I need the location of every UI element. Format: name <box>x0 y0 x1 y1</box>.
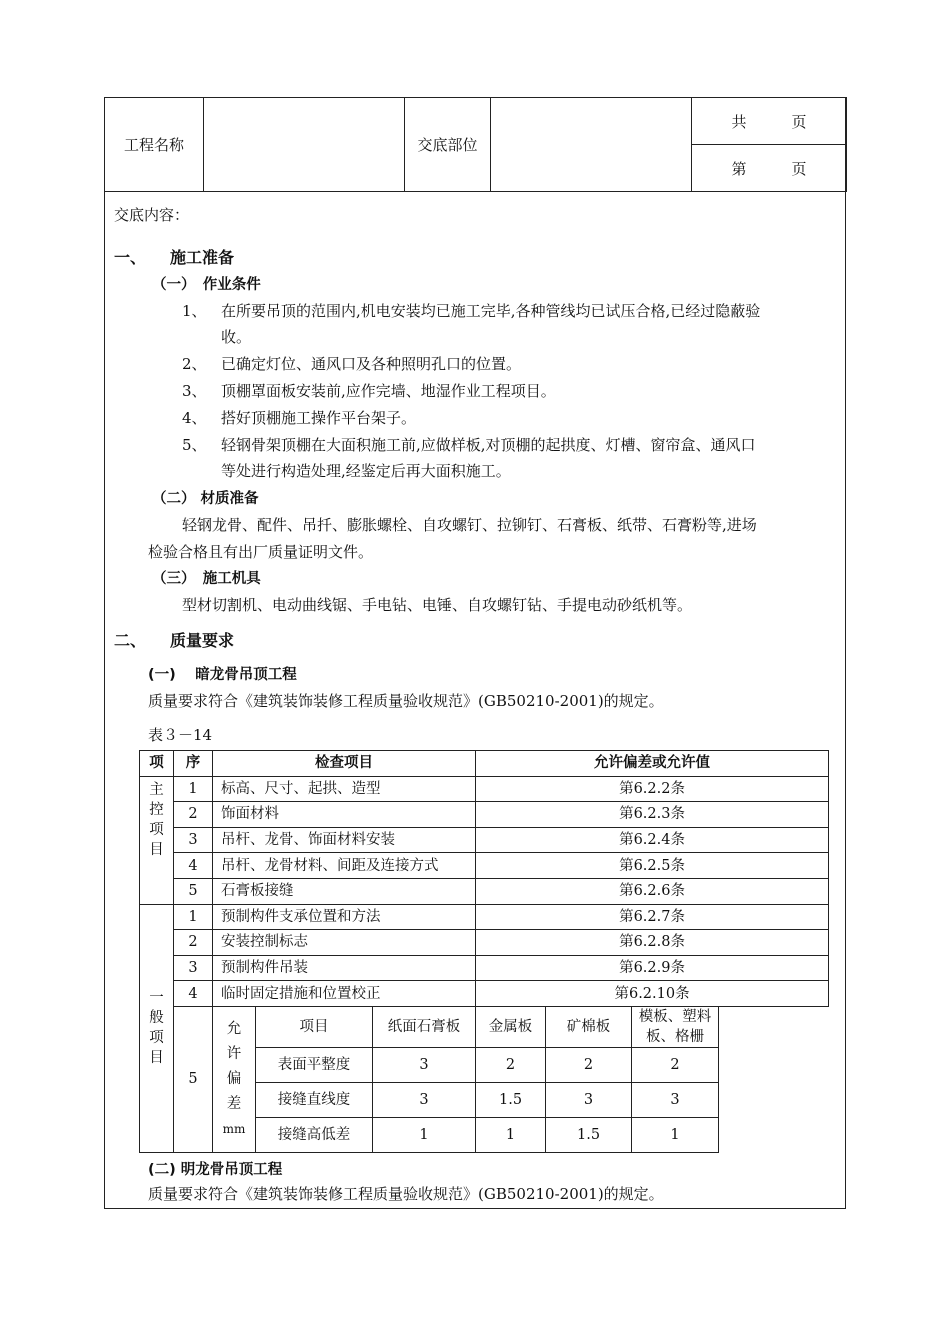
row5-seq: 5 <box>174 1006 213 1152</box>
item-line: 已确定灯位、通风口及各种照明孔口的位置。 <box>221 355 522 373</box>
header-seq: 序 <box>174 751 213 777</box>
total-pages: 共 页 <box>692 98 847 145</box>
item-line: 顶棚罩面板安装前,应作完墙、地湿作业工程项目。 <box>221 382 556 400</box>
row-seq: 5 <box>174 878 213 904</box>
row-check: 饰面材料 <box>213 802 476 828</box>
row-seq: 1 <box>174 904 213 930</box>
sub-row-value: 1.5 <box>546 1117 632 1152</box>
row-allow: 第6.2.8条 <box>476 930 829 956</box>
row-allow: 第6.2.4条 <box>476 827 829 853</box>
row-allow: 第6.2.7条 <box>476 904 829 930</box>
general-group-label: 一般项目 <box>140 904 174 1152</box>
subheader-plastic: 模板、塑料板、格栅 <box>632 1006 719 1047</box>
subheader-metal: 金属板 <box>476 1006 546 1047</box>
row-seq: 2 <box>174 802 213 828</box>
handover-location-value[interactable] <box>491 98 692 192</box>
row-seq: 4 <box>174 981 213 1007</box>
item-line: 搭好顶棚施工操作平台架子。 <box>221 409 417 427</box>
tools-line: 型材切割机、电动曲线锯、手电钻、电锤、自攻螺钉钻、手提电动砂纸机等。 <box>182 596 693 614</box>
row-seq: 3 <box>174 955 213 981</box>
sub-row-label: 接缝高低差 <box>256 1117 373 1152</box>
section2-sub1-line: 质量要求符合《建筑装饰装修工程质量验收规范》(GB50210-2001)的规定。 <box>148 692 664 710</box>
section2-sub2-title: (二) 明龙骨吊顶工程 <box>148 1162 283 1178</box>
project-name-label: 工程名称 <box>105 98 204 192</box>
sub-row-value: 3 <box>546 1082 632 1117</box>
sub-row-value: 1.5 <box>476 1082 546 1117</box>
row-check: 石膏板接缝 <box>213 878 476 904</box>
sub-row-value: 1 <box>476 1117 546 1152</box>
row-allow: 第6.2.10条 <box>476 981 829 1007</box>
row-check: 标高、尺寸、起拱、造型 <box>213 776 476 802</box>
item-line: 等处进行构造处理,经鉴定后再大面积施工。 <box>221 462 511 480</box>
row-check: 预制构件吊装 <box>213 955 476 981</box>
handover-location-label: 交底部位 <box>405 98 491 192</box>
sub-row-value: 1 <box>373 1117 476 1152</box>
row-seq: 1 <box>174 776 213 802</box>
item-line: 收。 <box>221 328 252 346</box>
section2-sub1-title: (一) 暗龙骨吊顶工程 <box>148 667 297 683</box>
header-check: 检查项目 <box>213 751 476 777</box>
row-check: 安装控制标志 <box>213 930 476 956</box>
sub-row-value: 2 <box>476 1047 546 1082</box>
sub-row-value: 2 <box>632 1047 719 1082</box>
content-label: 交底内容： <box>114 206 190 224</box>
row-allow: 第6.2.2条 <box>476 776 829 802</box>
sub-row-label: 接缝直线度 <box>256 1082 373 1117</box>
row-allow: 第6.2.3条 <box>476 802 829 828</box>
section1-sub2-title: （二） 材质准备 <box>152 491 259 507</box>
row-allow: 第6.2.5条 <box>476 853 829 879</box>
sub-row-label: 表面平整度 <box>256 1047 373 1082</box>
row-check: 吊杆、龙骨材料、间距及连接方式 <box>213 853 476 879</box>
row-seq: 3 <box>174 827 213 853</box>
item-line: 轻钢骨架顶棚在大面积施工前,应做样板,对顶棚的起拱度、灯槽、窗帘盒、通风口 <box>221 436 756 454</box>
row5-label: 允 许 偏 差 mm <box>213 1006 256 1152</box>
item-num: 5、 <box>182 436 207 454</box>
row-check: 吊杆、龙骨、饰面材料安装 <box>213 827 476 853</box>
subheader-item: 项目 <box>256 1006 373 1047</box>
section1-title: 一、 施工准备 <box>114 248 235 267</box>
subheader-gypsum: 纸面石膏板 <box>373 1006 476 1047</box>
quality-table <box>139 750 829 1153</box>
materials-line: 检验合格且有出厂质量证明文件。 <box>148 543 374 561</box>
page-number: 第 页 <box>692 145 847 192</box>
item-num: 1、 <box>182 302 207 320</box>
row-allow: 第6.2.9条 <box>476 955 829 981</box>
sub-row-value: 3 <box>373 1047 476 1082</box>
subheader-mineral: 矿棉板 <box>546 1006 632 1047</box>
section1-sub1-title: （一） 作业条件 <box>152 277 261 293</box>
sub-row-value: 3 <box>373 1082 476 1117</box>
sub-row-value: 1 <box>632 1117 719 1152</box>
row-seq: 2 <box>174 930 213 956</box>
row-check: 预制构件支承位置和方法 <box>213 904 476 930</box>
header-table <box>104 97 847 192</box>
row-seq: 4 <box>174 853 213 879</box>
materials-line: 轻钢龙骨、配件、吊扦、膨胀螺栓、自攻螺钉、拉铆钉、石膏板、纸带、石膏粉等,进场 <box>182 516 757 534</box>
item-line: 在所要吊顶的范围内,机电安装均已施工完毕,各种管线均已试压合格,已经过隐蔽验 <box>221 302 761 320</box>
item-num: 4、 <box>182 409 207 427</box>
table-caption: 表３－14 <box>148 726 213 744</box>
sub-row-value: 3 <box>632 1082 719 1117</box>
row-allow: 第6.2.6条 <box>476 878 829 904</box>
header-allow: 允许偏差或允许值 <box>476 751 829 777</box>
project-name-value[interactable] <box>204 98 405 192</box>
section2-sub2-line: 质量要求符合《建筑装饰装修工程质量验收规范》(GB50210-2001)的规定。 <box>148 1185 664 1203</box>
sub-row-value: 2 <box>546 1047 632 1082</box>
section1-sub3-title: （三） 施工机具 <box>152 571 261 587</box>
item-num: 3、 <box>182 382 207 400</box>
main-group-label: 主控项目 <box>140 776 174 904</box>
row-check: 临时固定措施和位置校正 <box>213 981 476 1007</box>
header-item: 项 <box>140 751 174 777</box>
section2-title: 二、 质量要求 <box>114 631 235 650</box>
item-num: 2、 <box>182 355 207 373</box>
